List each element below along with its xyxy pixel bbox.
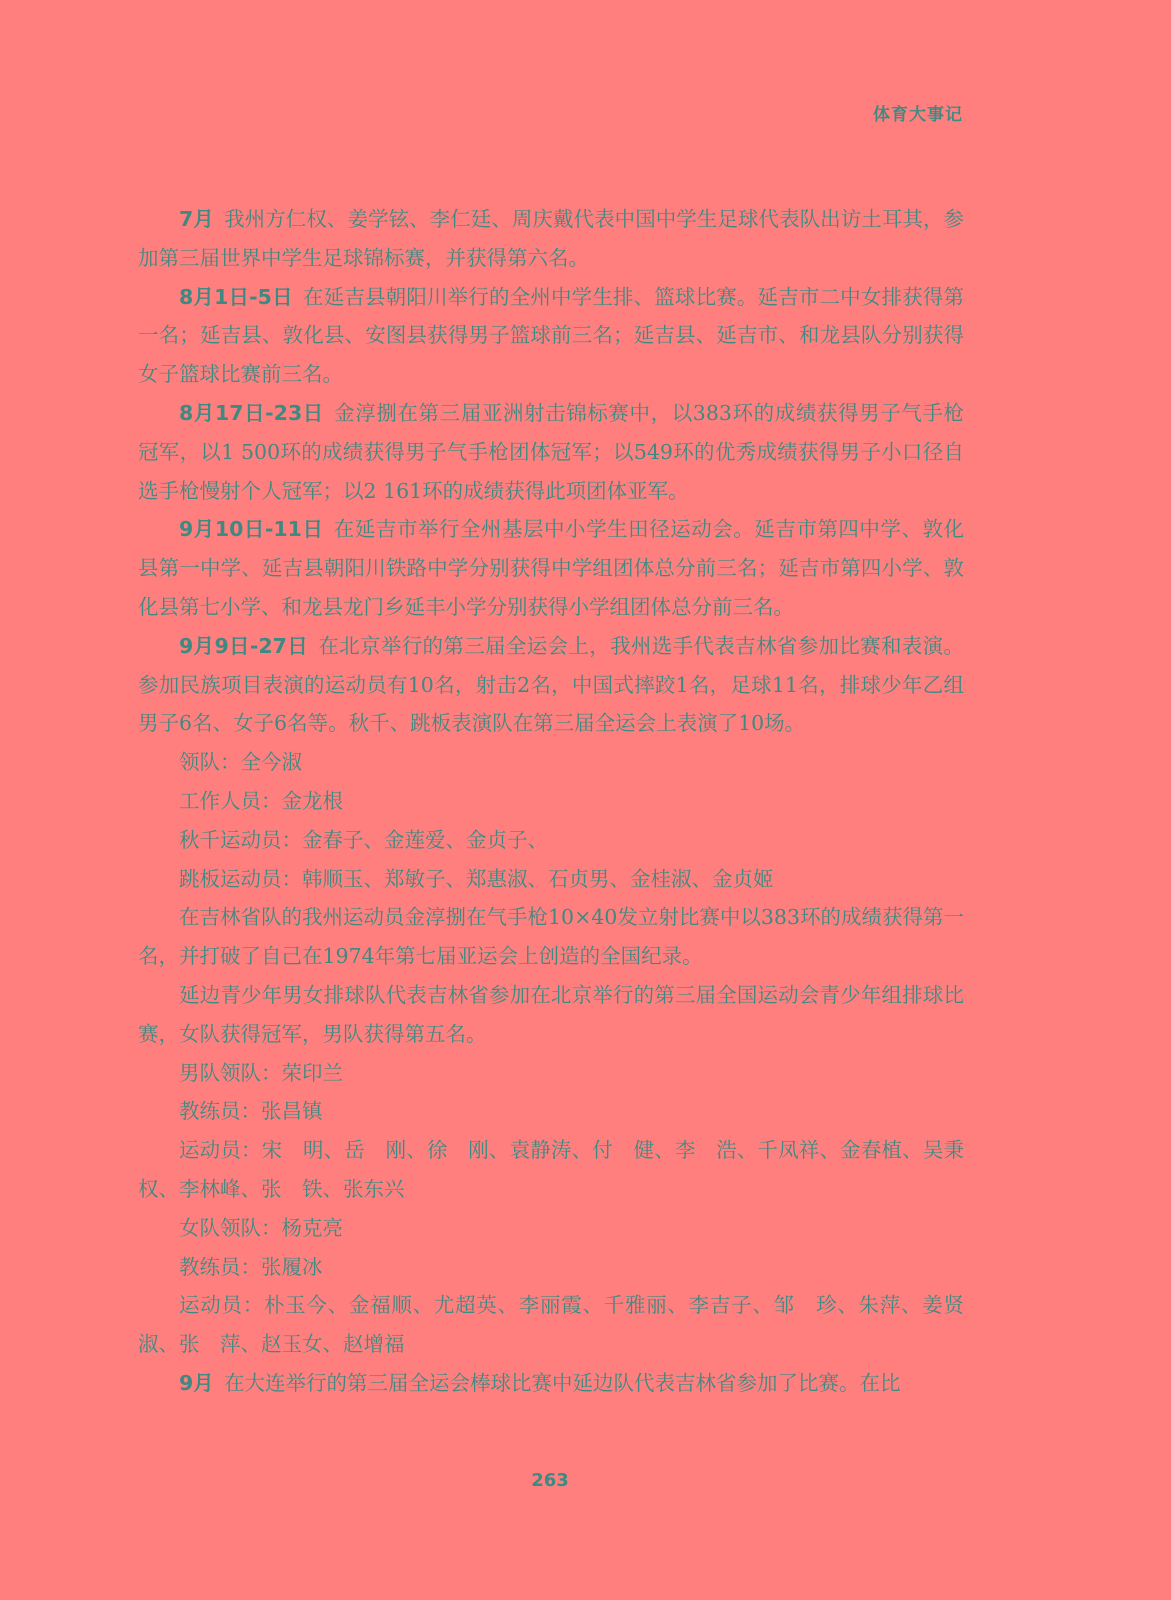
entry-paragraph: [138, 976, 964, 1054]
entry-text: 跳板运动员：韩顺玉、郑敏子、郑惠淑、石贞男、金桂淑、金贞姬: [179, 866, 774, 891]
entry-text: 在延吉县朝阳川举行的全州中学生排、篮球比赛。延吉市二中女排获得第一名；延吉县、敦化县、安图县获得男子篮球前三名；延吉县、延吉市、和龙县队分别获得女子篮球比赛前三名。: [138, 284, 964, 387]
entry-text: 在北京举行的第三届全运会上，我州选手代表吉林省参加比赛和表演。参加民族项目表演的运动员有10名，射击2名，中国式摔跤1名，足球11名，排球少年乙组男子6名、女子6名等。秋千、跳板表演队在第三届全运会上表演了10场。: [138, 633, 964, 736]
entry-date: 9月10日-11日: [179, 517, 324, 542]
entry-text: 领队：全今淑: [179, 750, 302, 775]
entry-paragraph: [138, 1364, 964, 1403]
entry-text: 金淳捌在第三届亚洲射击锦标赛中，以383环的成绩获得男子气手枪冠军，以1 500环的成绩获得男子气手枪团体冠军；以549环的优秀成绩获得男子小口径自选手枪慢射个人冠军；以2 161环的成绩获得此项团体亚军。: [138, 400, 965, 503]
entry-date: 9月: [179, 1370, 214, 1395]
entry-paragraph: [138, 510, 964, 626]
entry-paragraph: [138, 860, 964, 899]
entry-text: 运动员：朴玉今、金福顺、尤超英、李丽霞、千雅丽、李吉子、邹 珍、朱萍、姜贤淑、张 萍、赵玉女、赵增福: [138, 1293, 964, 1357]
entry-paragraph: [138, 627, 964, 743]
entry-text: 在大连举行的第三届全运会棒球比赛中延边队代表吉林省参加了比赛。在比: [224, 1370, 901, 1395]
entry-paragraph: [138, 898, 964, 976]
entry-date: 7月: [179, 207, 214, 231]
entry-text: 秋千运动员：金春子、金莲爱、金贞子、: [179, 827, 548, 852]
entry-paragraph: [138, 821, 964, 860]
entry-paragraph: [138, 743, 964, 782]
page-body: [138, 200, 964, 1403]
entry-paragraph: [138, 1054, 964, 1093]
entry-paragraph: [138, 1131, 964, 1209]
entry-paragraph: [138, 1248, 964, 1287]
entry-paragraph: [138, 278, 964, 394]
entry-text: 在延吉市举行全州基层中小学生田径运动会。延吉市第四中学、敦化县第一中学、延吉县朝阳川铁路中学分别获得中学组团体总分前三名；延吉市第四小学、敦化县第七小学、和龙县龙门乡延丰小学分别获得小学组团体总分前三名。: [138, 517, 965, 619]
entry-text: 延边青少年男女排球队代表吉林省参加在北京举行的第三届全国运动会青少年组排球比赛，女队获得冠军，男队获得第五名。: [138, 982, 964, 1046]
entry-paragraph: [138, 200, 964, 278]
running-header: 体育大事记: [873, 105, 963, 125]
entry-date: 9月9日-27日: [179, 633, 309, 658]
entry-paragraph: [138, 1286, 964, 1364]
entry-text: 教练员：张履冰: [179, 1254, 323, 1279]
entry-date: 8月1日-5日: [179, 284, 293, 309]
entry-text: 在吉林省队的我州运动员金淳捌在气手枪10×40发立射比赛中以383环的成绩获得第一名，并打破了自己在1974年第七届亚运会上创造的全国纪录。: [138, 905, 964, 969]
entry-text: 我州方仁权、姜学铉、李仁廷、周庆戴代表中国中学生足球代表队出访土耳其，参加第三届世界中学生足球锦标赛，并获得第六名。: [138, 207, 964, 270]
entry-paragraph: [138, 394, 964, 510]
entry-paragraph: [138, 782, 964, 821]
page-number: 263: [531, 1470, 569, 1491]
entry-date: 8月17日-23日: [179, 400, 324, 425]
entry-text: 运动员：宋 明、岳 刚、徐 刚、袁静涛、付 健、李 浩、千凤祥、金春植、吴秉权、李林峰、张 铁、张东兴: [138, 1138, 964, 1201]
entry-paragraph: [138, 1092, 964, 1131]
entry-text: 教练员：张昌镇: [179, 1099, 323, 1124]
entry-text: 工作人员：金龙根: [179, 788, 343, 813]
entry-paragraph: [138, 1209, 964, 1248]
entry-text: 女队领队：杨克亮: [179, 1215, 343, 1240]
entry-text: 男队领队：荣印兰: [179, 1060, 343, 1085]
